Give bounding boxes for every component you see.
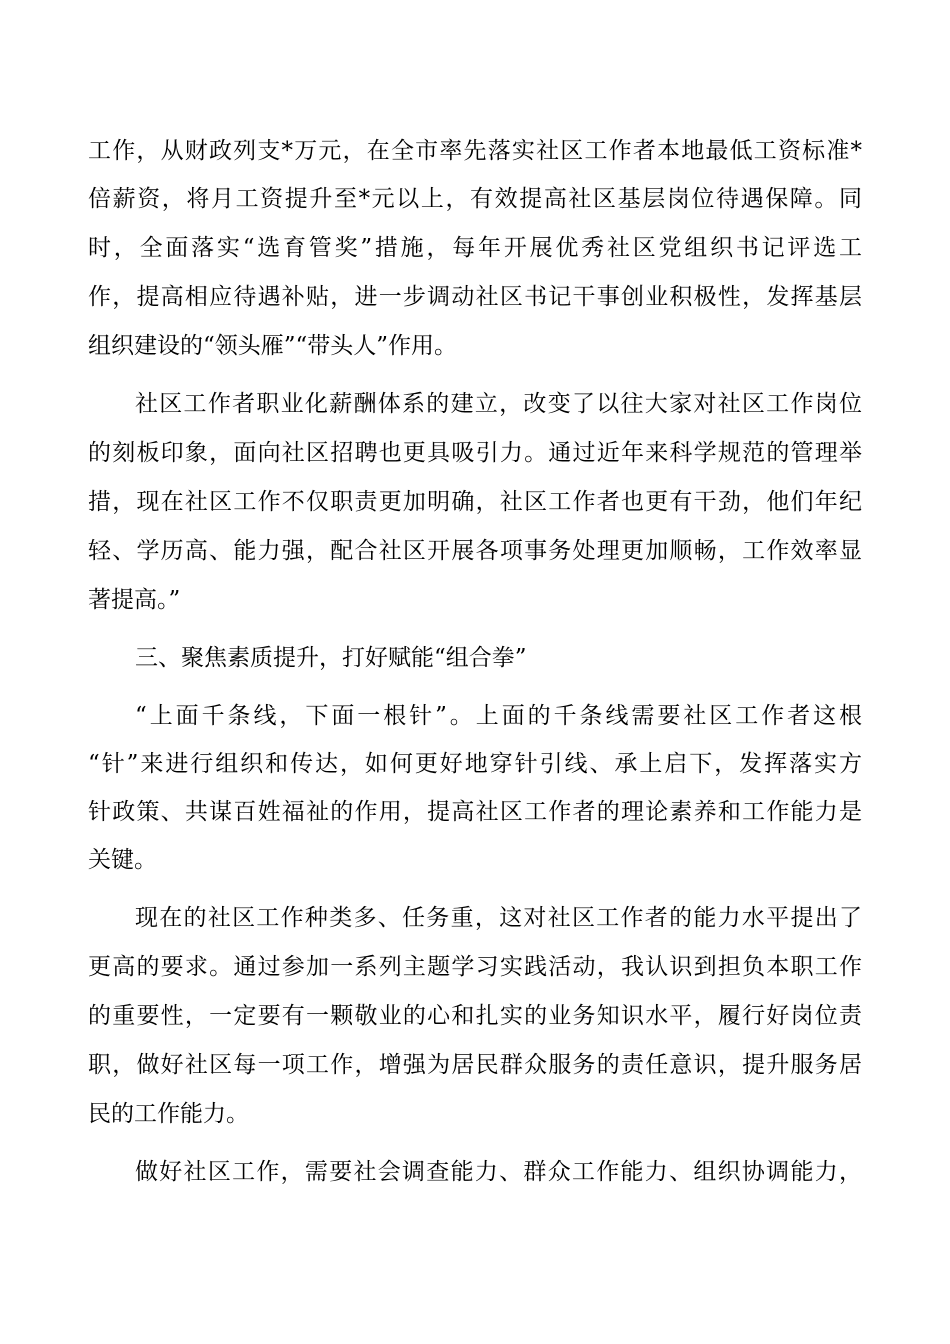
paragraph-line: 组织建设的“领头雁”“带头人”作用。 [88,333,458,359]
paragraph-line: 轻、学历高、能力强，配合社区开展各项事务处理更加顺畅，工作效率显 [88,538,862,564]
paragraph-line: 更高的要求。通过参加一系列主题学习实践活动，我认识到担负本职工作 [88,954,862,980]
paragraph-line: 的刻板印象，面向社区招聘也更具吸引力。通过近年来科学规范的管理举 [88,440,862,466]
paragraph-line: “针”来进行组织和传达，如何更好地穿针引线、承上启下，发挥落实方 [88,751,862,777]
paragraph-line: 关键。 [88,847,157,873]
paragraph-line: 措，现在社区工作不仅职责更加明确，社区工作者也更有干劲，他们年纪 [88,489,862,515]
paragraph-line: 的重要性，一定要有一颗敬业的心和扎实的业务知识水平，履行好岗位责 [88,1003,862,1029]
paragraph-line: 做好社区工作，需要社会调查能力、群众工作能力、组织协调能力， [135,1159,862,1185]
paragraph-line: 著提高。” [88,587,181,613]
paragraph-line: 民的工作能力。 [88,1101,249,1127]
paragraph-line: 时，全面落实“选育管奖”措施，每年开展优秀社区党组织书记评选工 [88,235,862,261]
paragraph-line: 社区工作者职业化薪酬体系的建立，改变了以往大家对社区工作岗位 [135,391,862,417]
paragraph-line: 针政策、共谋百姓福祉的作用，提高社区工作者的理论素养和工作能力是 [88,799,862,825]
section-heading: 三、聚焦素质提升，打好赋能“组合拳” [135,645,527,671]
paragraph-line: 倍薪资，将月工资提升至*元以上，有效提高社区基层岗位待遇保障。同 [88,186,862,212]
paragraph-line: 职，做好社区每一项工作，增强为居民群众服务的责任意识，提升服务居 [88,1052,862,1078]
paragraph-line: 工作，从财政列支*万元，在全市率先落实社区工作者本地最低工资标准* [88,138,862,164]
paragraph-line: 现在的社区工作种类多、任务重，这对社区工作者的能力水平提出了 [135,905,862,931]
paragraph-line: “上面千条线，下面一根针”。上面的千条线需要社区工作者这根 [135,703,862,729]
paragraph-line: 作，提高相应待遇补贴，进一步调动社区书记干事创业积极性，发挥基层 [88,284,862,310]
